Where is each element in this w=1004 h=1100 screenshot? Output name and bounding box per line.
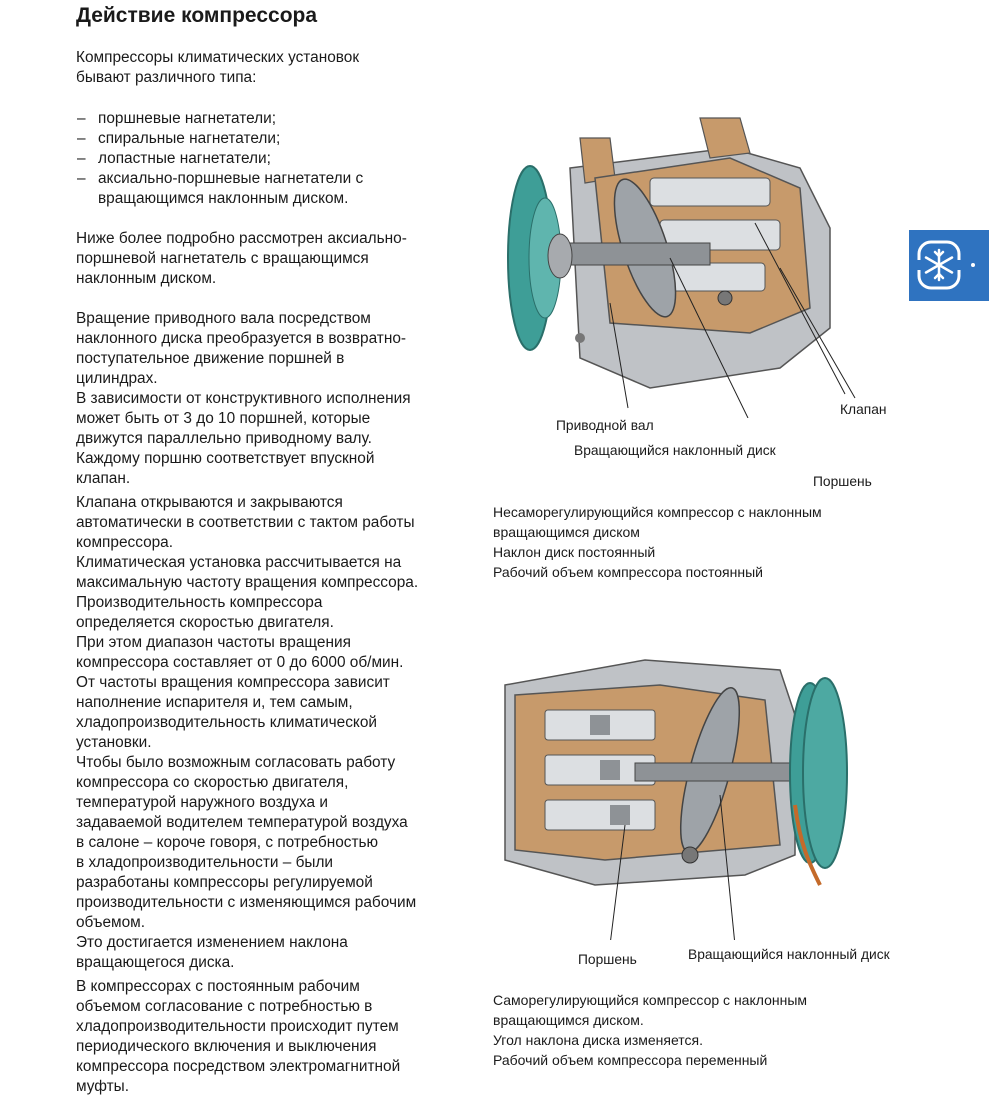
list-item: – поршневые нагнетатели; bbox=[76, 109, 363, 129]
compressor-types-list bbox=[76, 109, 363, 189]
climate-section-badge bbox=[909, 230, 989, 301]
list-item-continuation: вращающимся наклонным диском. bbox=[98, 190, 349, 207]
label-drive-shaft: Приводной вал bbox=[556, 418, 654, 433]
list-item: – лопастные нагнетатели; bbox=[76, 149, 363, 169]
label-piston-2: Поршень bbox=[578, 952, 637, 967]
figure1-caption: Несаморегулирующийся компрессор с наклонным вращающимся диском Наклон диск постоянный Рабочий объем компрессора постоянный bbox=[493, 504, 822, 580]
list-item: – спиральные нагнетатели; bbox=[76, 129, 363, 149]
paragraph-1: Ниже более подробно рассмотрен аксиально- поршневой нагнетатель с вращающимся наклонным диском. bbox=[76, 230, 407, 287]
figure-variable-compressor bbox=[495, 655, 875, 940]
label-swash-disc-2: Вращающийся наклонный диск bbox=[688, 947, 890, 962]
label-piston: Поршень bbox=[813, 474, 872, 489]
page-title: Действие компрессора bbox=[76, 4, 318, 27]
intro-paragraph: Компрессоры климатических установок бывают различного типа: bbox=[76, 49, 360, 86]
figure2-caption: Саморегулирующийся компрессор с наклонным вращающимся диском. Угол наклона диска изменяется. Рабочий объем компрессора переменный bbox=[493, 992, 808, 1068]
paragraph-4: В компрессорах с постоянным рабочим объемом согласование с потребностью в хладопроизводительности происходит путем периодического включения и выключения компрессора посредством электромагнитной муфты. bbox=[76, 978, 401, 1095]
label-swash-disc: Вращающийся наклонный диск bbox=[574, 443, 776, 458]
snowflake-icon bbox=[909, 230, 989, 301]
paragraph-3: Клапана открываются и закрываются автоматически в соответствии с тактом работы компрессора. Климатическая установка рассчитывается на максимальную частоту вращения компрессора. Производительность компрессора определяется скоростью двигателя. При этом диапазон частоты вращения компрессора составляет от 0 до 6000 об/мин. От частоты вращения компрессора зависит наполнение испарителя и, тем самым, хладопроизводительность климатической установки. Чтобы было возможным согласовать работу компрессора со скоростью двигателя, температурой наружного воздуха и задаваемой водителем температурой воздуха в салоне – короче говоря, с потребностью в хладопроизводительности – были разработаны компрессоры регулируемой производительности с изменяющимся рабочим объемом. Это достигается изменением наклона вращающегося диска. bbox=[76, 494, 419, 971]
paragraph-2: Вращение приводного вала посредством наклонного диска преобразуется в возвратно- поступательное движение поршней в цилиндрах. В зависимости от конструктивного исполнения может быть от 3 до 10 поршней, которые движутся параллельно приводному валу. Каждому поршню соответствует впускной клапан. bbox=[76, 310, 411, 487]
list-item: – аксиально-поршневые нагнетатели с bbox=[76, 169, 363, 189]
label-valve: Клапан bbox=[840, 402, 887, 417]
figure-fixed-compressor bbox=[500, 108, 880, 418]
